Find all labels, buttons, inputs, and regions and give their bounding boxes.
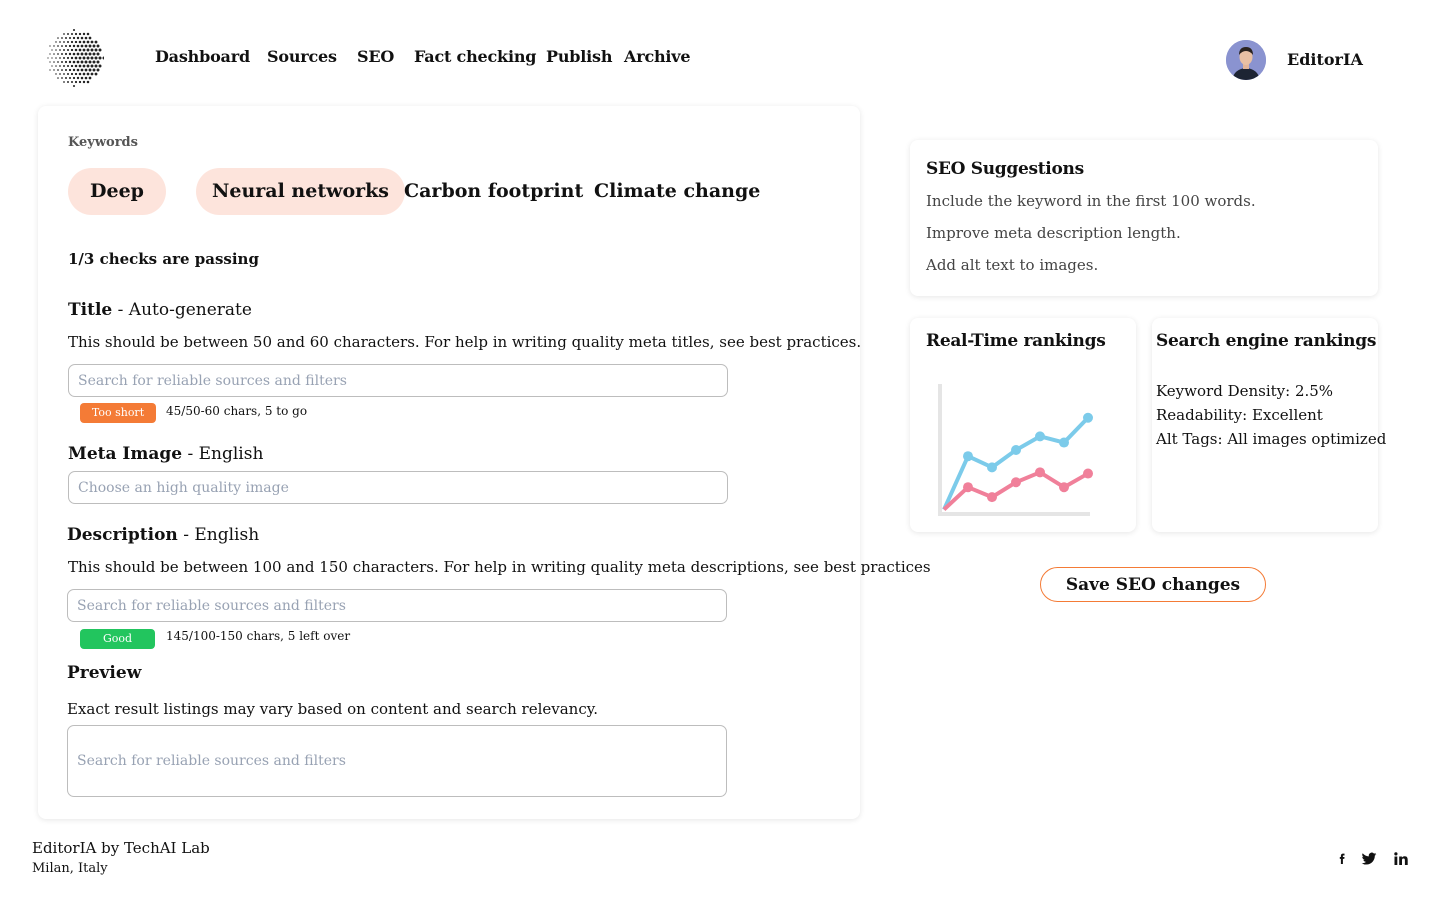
logo-dot: [59, 65, 61, 67]
logo-dot: [83, 33, 85, 35]
title-help-text: This should be between 50 and 60 characters. For help in writing quality meta titles, see best practices.: [68, 333, 862, 351]
logo-dot: [65, 37, 67, 39]
logo-dot: [67, 57, 69, 59]
description-input[interactable]: [67, 589, 727, 622]
logo-dot: [92, 60, 95, 63]
logo-dot: [79, 65, 82, 68]
title-input[interactable]: [68, 364, 728, 397]
logo-dot: [57, 69, 59, 71]
data-point-pink: [963, 482, 973, 492]
logo-dot: [85, 69, 88, 72]
logo-dot: [57, 37, 59, 39]
logo-dot: [53, 53, 55, 55]
data-point-pink: [1083, 469, 1093, 479]
logo-dot: [85, 37, 88, 40]
logo-dot: [85, 77, 88, 80]
title-status-badge: Too short: [80, 403, 156, 423]
description-heading-text: Description: [67, 525, 178, 545]
logo-dot: [55, 57, 57, 59]
logo-dot: [71, 41, 73, 43]
meta-image-input[interactable]: [68, 471, 728, 504]
logo-dot: [87, 81, 90, 84]
logo-dot: [77, 77, 79, 79]
logo-dot: [49, 45, 50, 46]
logo-dot: [87, 73, 90, 76]
realtime-rankings-title: Real-Time rankings: [926, 331, 1106, 351]
logo-dot: [75, 41, 77, 43]
logo-dot: [98, 56, 101, 59]
logo-dot: [73, 45, 75, 47]
logo-dot: [81, 69, 84, 72]
logo-dot: [69, 69, 71, 71]
logo-dot: [81, 61, 84, 64]
keyword-chip-climate-change[interactable]: Climate change: [594, 180, 761, 202]
keyword-chip-carbon-footprint[interactable]: Carbon footprint: [404, 180, 584, 202]
logo-dot: [90, 56, 93, 59]
logo-dot: [91, 49, 94, 52]
logo-dot: [81, 37, 84, 40]
logo-dot: [87, 65, 90, 68]
logo-dot: [69, 77, 71, 79]
logo-dot: [49, 53, 50, 54]
logo-dot: [75, 81, 77, 83]
logo-dot: [91, 73, 94, 76]
meta-image-heading-sub: - English: [182, 444, 264, 464]
logo-dot: [96, 52, 99, 55]
logo-dot: [51, 65, 52, 66]
nav-archive[interactable]: Archive: [624, 47, 691, 66]
logo-dot: [73, 29, 75, 31]
logo-dot: [65, 45, 67, 47]
logo-dot: [63, 73, 65, 75]
logo-dot: [103, 57, 105, 60]
title-heading-sub: - Auto-generate: [112, 300, 252, 320]
nav-fact-checking[interactable]: Fact checking: [414, 47, 537, 66]
logo-dot: [89, 45, 92, 48]
logo-dot: [83, 41, 86, 44]
logo-dot: [93, 69, 96, 72]
logo-dot: [71, 57, 73, 59]
avatar[interactable]: [1226, 40, 1266, 80]
logo-dot: [61, 69, 63, 71]
metric-alt-tags: Alt Tags: All images optimized: [1156, 430, 1387, 448]
logo-dot: [87, 49, 90, 52]
suggestion-item: Include the keyword in the first 100 words.: [926, 192, 1256, 210]
logo-dot: [87, 33, 90, 36]
logo-dot: [59, 49, 61, 51]
logo-dot: [57, 53, 59, 55]
logo-dot: [71, 81, 73, 83]
logo-dot: [69, 61, 71, 63]
data-point-pink: [1011, 477, 1021, 487]
logo-dot: [75, 73, 77, 75]
logo-dot: [49, 61, 50, 62]
save-seo-changes-button[interactable]: Save SEO changes: [1040, 567, 1266, 602]
logo-dot: [81, 45, 84, 48]
logo-dot: [63, 57, 65, 59]
data-point-blue: [1011, 445, 1021, 455]
logo-dot: [95, 41, 98, 44]
logo-dot: [59, 41, 61, 43]
metric-readability: Readability: Excellent: [1156, 406, 1323, 424]
logo-dot: [75, 65, 78, 68]
title-char-count: 45/50-60 chars, 5 to go: [166, 404, 308, 418]
logo-dot: [75, 49, 78, 52]
logo-dot: [67, 49, 69, 51]
metric-keyword-density: Keyword Density: 2.5%: [1156, 382, 1334, 400]
nav-dashboard[interactable]: Dashboard: [155, 47, 250, 66]
keyword-chip-neural-networks[interactable]: Neural networks: [196, 168, 405, 215]
linkedin-icon[interactable]: [1393, 851, 1409, 867]
logo-dot: [59, 73, 61, 75]
logo-dot: [61, 45, 63, 47]
logo-dot: [79, 73, 82, 76]
logo-dot: [97, 45, 100, 48]
logo-dot: [67, 81, 69, 83]
title-section-heading: [68, 300, 252, 320]
description-heading: [67, 525, 259, 545]
logo-dot: [95, 73, 98, 76]
logo-dot: [94, 56, 97, 59]
logo-dot: [55, 65, 57, 67]
logo-dot: [57, 77, 59, 79]
logo-dot: [63, 65, 65, 67]
logo-dot: [85, 61, 88, 64]
suggestion-item: Improve meta description length.: [926, 224, 1181, 242]
logo-dot: [57, 45, 59, 47]
logo-dot: [71, 49, 73, 51]
logo-dot: [73, 77, 75, 79]
logo-dot: [89, 37, 92, 40]
facebook-icon[interactable]: [1334, 851, 1350, 867]
logo-dot: [57, 61, 59, 63]
user-name[interactable]: EditorIA: [1287, 50, 1363, 69]
logo-dot: [83, 73, 86, 76]
logo-dot: [85, 53, 88, 56]
keyword-chip-deep[interactable]: Deep: [68, 168, 166, 215]
logo-dot: [53, 45, 54, 46]
logo-dot: [67, 33, 69, 35]
logo-dot: [83, 49, 86, 52]
logo-dot: [77, 45, 80, 48]
logo-dot: [53, 69, 54, 70]
data-point-blue: [987, 462, 997, 472]
logo-dot: [71, 73, 73, 75]
logo-dot: [77, 53, 80, 56]
user-avatar-icon: [1226, 40, 1266, 80]
description-help-text: This should be between 100 and 150 characters. For help in writing quality meta descriptions, see best practices: [68, 558, 931, 576]
logo-dot: [63, 41, 65, 43]
logo-dot: [83, 65, 86, 68]
logo-dot: [71, 33, 73, 35]
logo-dot: [83, 57, 86, 60]
description-char-count: 145/100-150 chars, 5 left over: [166, 629, 351, 643]
data-point-blue: [963, 451, 973, 461]
preview-input[interactable]: [67, 725, 727, 797]
logo-dot: [73, 37, 75, 39]
logo-dot: [79, 33, 81, 35]
logo-dot: [95, 65, 98, 68]
logo-dot: [99, 49, 102, 52]
data-point-blue: [1035, 431, 1045, 441]
logo-dot: [47, 57, 48, 58]
logo-dot: [83, 81, 85, 83]
logo-dot: [55, 49, 57, 51]
logo-dot: [63, 81, 65, 83]
logo-dot: [69, 53, 71, 55]
logo-dot: [81, 53, 84, 56]
title-heading-text: Title: [68, 300, 113, 320]
logo-dot: [51, 57, 52, 58]
logo-dot: [67, 65, 69, 67]
description-status-badge: Good: [80, 629, 155, 649]
data-point-pink: [1035, 467, 1045, 477]
logo-dot: [89, 53, 92, 56]
data-point-blue: [1059, 438, 1069, 448]
footer-city: Milan, Italy: [32, 861, 108, 876]
logo-dot: [65, 77, 67, 79]
logo-dot: [69, 45, 71, 47]
series-line-blue: [944, 418, 1088, 510]
logo-dot: [65, 61, 67, 63]
logo-dot: [73, 69, 75, 71]
logo-dot: [92, 52, 95, 55]
preview-heading: Preview: [67, 663, 142, 683]
logo-dot: [79, 49, 82, 52]
description-heading-sub: - English: [177, 525, 260, 545]
logo-dot: [95, 49, 98, 52]
logo-dot: [79, 41, 82, 44]
logo-dot: [85, 45, 88, 48]
checks-status: 1/3 checks are passing: [68, 250, 259, 268]
logo-dot: [96, 60, 99, 63]
logo-dot: [91, 41, 94, 44]
logo-dot: [87, 41, 90, 44]
logo-dot: [89, 69, 92, 72]
logo-dot: [53, 61, 55, 63]
data-point-pink: [987, 492, 997, 502]
logo-dot: [61, 53, 63, 55]
twitter-icon[interactable]: [1361, 851, 1377, 867]
logo-dot: [69, 37, 71, 39]
logo-dot: [65, 53, 67, 55]
keywords-label: Keywords: [68, 135, 138, 150]
logo-dot: [63, 49, 65, 51]
suggestion-item: Add alt text to images.: [926, 256, 1099, 274]
logo-dot: [77, 61, 80, 64]
meta-image-heading: [68, 444, 263, 464]
logo-dot: [89, 61, 92, 64]
logo-dot: [65, 69, 67, 71]
logo-dot: [71, 65, 73, 67]
logo-dot: [97, 69, 100, 72]
preview-help-text: Exact result listings may vary based on content and search relevancy.: [67, 700, 598, 718]
data-point-blue: [1083, 413, 1093, 423]
logo-dot: [79, 81, 81, 83]
nav-publish[interactable]: Publish: [546, 47, 613, 66]
logo-dot: [61, 37, 63, 39]
logo-dot: [59, 57, 61, 59]
footer-brand: EditorIA by TechAI Lab: [32, 839, 210, 857]
logo-dot: [55, 73, 56, 74]
seo-suggestions-title: SEO Suggestions: [926, 159, 1084, 179]
logo-dot: [79, 57, 82, 60]
logo-dot: [61, 77, 63, 79]
search-engine-rankings-title: Search engine rankings: [1156, 331, 1377, 351]
logo-dot: [75, 33, 77, 35]
logo-dot: [51, 49, 52, 50]
logo-dot: [77, 37, 79, 39]
logo-dot: [75, 57, 78, 60]
logo-dot: [67, 73, 69, 75]
logo-dot: [73, 85, 75, 87]
nav-sources[interactable]: Sources: [267, 47, 337, 66]
logo-dot: [63, 33, 65, 35]
logo-dot: [49, 69, 50, 70]
logo-dot: [61, 61, 63, 63]
rankings-chart: [930, 378, 1100, 523]
logo-dot: [93, 45, 96, 48]
logo-dot: [73, 53, 76, 56]
logo-dot: [67, 41, 69, 43]
meta-image-heading-text: Meta Image: [68, 444, 183, 464]
logo: [44, 22, 104, 94]
nav-seo[interactable]: SEO: [357, 47, 395, 66]
logo-dot: [81, 77, 84, 80]
logo-dot: [99, 65, 102, 68]
logo-dot: [77, 69, 80, 72]
data-point-pink: [1059, 482, 1069, 492]
logo-dot: [89, 77, 92, 80]
logo-dot: [91, 65, 94, 68]
logo-dot: [73, 61, 76, 64]
logo-dot: [87, 57, 90, 60]
logo-dot: [55, 41, 56, 42]
